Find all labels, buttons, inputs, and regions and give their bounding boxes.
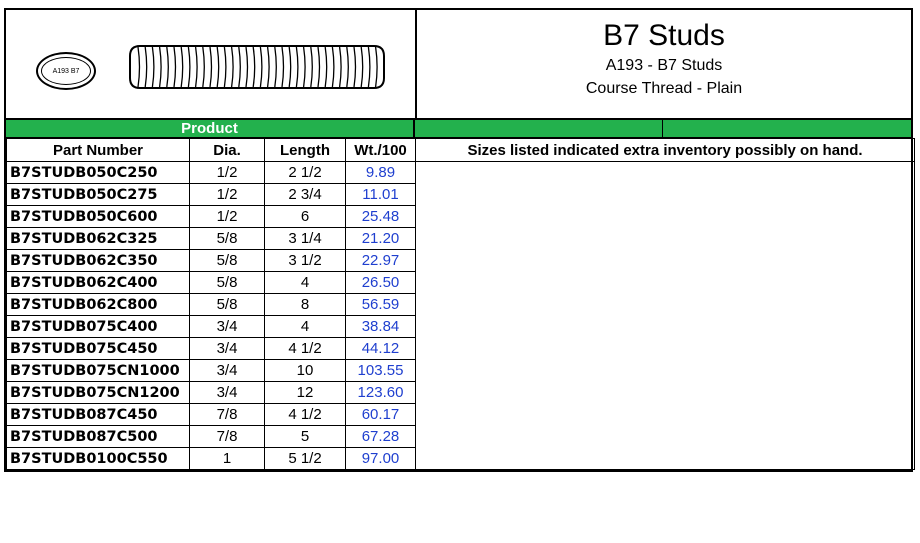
weight-cell: 67.28: [346, 426, 416, 448]
weight-cell: 21.20: [346, 228, 416, 250]
note-cell: [416, 338, 915, 360]
table-row: [7, 250, 915, 272]
grade-stamp-icon: [36, 52, 96, 90]
dia-cell: 3/4: [190, 316, 265, 338]
note-cell: [416, 184, 915, 206]
note-cell: [416, 206, 915, 228]
part-number-cell: B7STUDB087C450: [7, 404, 190, 426]
length-cell: 10: [265, 360, 346, 382]
section-label-product: Product: [6, 120, 415, 137]
length-cell: 2 1/2: [265, 162, 346, 184]
weight-cell: 9.89: [346, 162, 416, 184]
part-number-cell: B7STUDB050C600: [7, 206, 190, 228]
note-cell: [416, 404, 915, 426]
part-number-cell: B7STUDB0100C550: [7, 448, 190, 470]
header: [4, 8, 913, 120]
part-number-cell: B7STUDB062C400: [7, 272, 190, 294]
table-row: [7, 294, 915, 316]
length-cell: 5 1/2: [265, 448, 346, 470]
dia-cell: 5/8: [190, 250, 265, 272]
col-header-length: Length: [265, 139, 346, 162]
table-row: [7, 426, 915, 448]
dia-cell: 3/4: [190, 360, 265, 382]
table-row: [7, 316, 915, 338]
threaded-stud-icon: [126, 42, 388, 92]
part-number-cell: B7STUDB050C250: [7, 162, 190, 184]
length-cell: 3 1/4: [265, 228, 346, 250]
part-number-cell: B7STUDB062C325: [7, 228, 190, 250]
note-cell: [416, 162, 915, 184]
dia-cell: 3/4: [190, 382, 265, 404]
table-row: [7, 206, 915, 228]
product-table: [6, 138, 915, 470]
note-cell: [416, 294, 915, 316]
table-row: [7, 184, 915, 206]
table-row: [7, 360, 915, 382]
weight-cell: 38.84: [346, 316, 416, 338]
weight-cell: 56.59: [346, 294, 416, 316]
table-row: [7, 272, 915, 294]
weight-cell: 25.48: [346, 206, 416, 228]
page-title: B7 Studs: [603, 19, 725, 52]
col-header-weight: Wt./100: [346, 139, 416, 162]
dia-cell: 1: [190, 448, 265, 470]
length-cell: 4 1/2: [265, 404, 346, 426]
note-cell: [416, 360, 915, 382]
table-row: [7, 162, 915, 184]
stamp-text: A193 B7: [52, 67, 80, 75]
weight-cell: 97.00: [346, 448, 416, 470]
part-number-cell: B7STUDB050C275: [7, 184, 190, 206]
length-cell: 8: [265, 294, 346, 316]
note-cell: [416, 272, 915, 294]
length-cell: 4 1/2: [265, 338, 346, 360]
table-row: [7, 338, 915, 360]
dia-cell: 1/2: [190, 184, 265, 206]
part-number-cell: B7STUDB075CN1000: [7, 360, 190, 382]
table-row: [7, 448, 915, 470]
inventory-note: Sizes listed indicated extra inventory possibly on hand.: [416, 139, 915, 162]
length-cell: 6: [265, 206, 346, 228]
part-number-cell: B7STUDB062C350: [7, 250, 190, 272]
part-number-cell: B7STUDB075CN1200: [7, 382, 190, 404]
note-cell: [416, 250, 915, 272]
dia-cell: 1/2: [190, 162, 265, 184]
dia-cell: 3/4: [190, 338, 265, 360]
length-cell: 3 1/2: [265, 250, 346, 272]
spec-sheet: [4, 8, 913, 472]
subtitle-thread: Course Thread - Plain: [585, 80, 743, 97]
length-cell: 2 3/4: [265, 184, 346, 206]
dia-cell: 5/8: [190, 228, 265, 250]
length-cell: 5: [265, 426, 346, 448]
length-cell: 4: [265, 316, 346, 338]
dia-cell: 5/8: [190, 294, 265, 316]
dia-cell: 7/8: [190, 404, 265, 426]
note-cell: [416, 426, 915, 448]
col-header-dia: Dia.: [190, 139, 265, 162]
length-cell: 12: [265, 382, 346, 404]
note-cell: [416, 228, 915, 250]
subtitle-spec: A193 - B7 Studs: [605, 57, 723, 74]
dia-cell: 1/2: [190, 206, 265, 228]
part-number-cell: B7STUDB075C450: [7, 338, 190, 360]
weight-cell: 123.60: [346, 382, 416, 404]
product-table-frame: [4, 138, 913, 472]
weight-cell: 11.01: [346, 184, 416, 206]
weight-cell: 22.97: [346, 250, 416, 272]
dia-cell: 5/8: [190, 272, 265, 294]
weight-cell: 103.55: [346, 360, 416, 382]
note-cell: [416, 382, 915, 404]
section-bar: [4, 120, 913, 138]
col-header-part-number: Part Number: [7, 139, 190, 162]
part-number-cell: B7STUDB062C800: [7, 294, 190, 316]
table-row: [7, 228, 915, 250]
table-row: [7, 382, 915, 404]
length-cell: 4: [265, 272, 346, 294]
part-number-cell: B7STUDB075C400: [7, 316, 190, 338]
table-header-row: [7, 139, 915, 162]
weight-cell: 60.17: [346, 404, 416, 426]
table-row: [7, 404, 915, 426]
weight-cell: 44.12: [346, 338, 416, 360]
header-text: [417, 10, 911, 118]
dia-cell: 7/8: [190, 426, 265, 448]
weight-cell: 26.50: [346, 272, 416, 294]
note-cell: [416, 448, 915, 470]
part-number-cell: B7STUDB087C500: [7, 426, 190, 448]
note-cell: [416, 316, 915, 338]
header-graphic: [6, 10, 417, 118]
